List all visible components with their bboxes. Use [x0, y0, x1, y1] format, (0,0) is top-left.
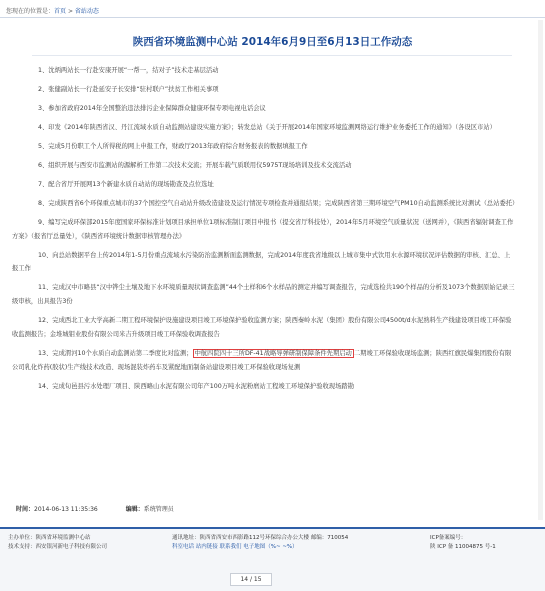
footer-host: 主办单位：陕西省环境监测中心站 — [8, 535, 91, 541]
breadcrumb-home-link[interactable]: 首页 — [54, 8, 67, 15]
footer-organizer — [8, 534, 107, 552]
footer-tech-support: 技术支持：西安银河新电子科技有限公司 — [8, 544, 108, 550]
paragraph-5: 5、完成5月份职工个人所得税的网上申报工作，财政厅2013年政府综合财务报表的数据填报工作 — [38, 142, 308, 150]
breadcrumb — [6, 6, 99, 15]
breadcrumb-current-link[interactable]: 省站动态 — [74, 8, 99, 15]
paragraph-13-after: 二期竣工环保验收现场监测；陕西红旗民爆集团股份有限公司乳化炸药(胶状)生产线技术改造、现场混装炸药车及紧配地面制备站建设项目竣工环保验收现场复测 — [12, 350, 512, 371]
icp-label: ICP备案编号： — [430, 535, 467, 541]
paragraph-4: 4、印发《2014年陕西省汉、丹江流域水质自动监测站建设实施方案》；转发总站《关于开展2014年国家环境监测网络运行维护业务委托工作的通知》（各设区市站） — [38, 123, 496, 131]
paragraph-7: 7、配合省厅开展网13个新建水质自动站的现场勘查及点位选址 — [38, 180, 214, 188]
breadcrumb-prefix: 您现在的位置是： — [6, 8, 55, 15]
paragraph-10: 10、向总站数据平台上传2014年1-5月份重点流域水污染防治监测断面监测数据，完成2014年度我省地级以上城市集中式饮用水水源环境状况评估数据的审核、汇总、上报工作 — [12, 251, 511, 273]
paragraph-1: 1、沈炳两站长一行赴安康开展“一帮一，结对子”技术走基层活动 — [38, 67, 219, 74]
paragraph-13 — [12, 347, 516, 375]
article-body — [12, 64, 519, 399]
page-title: 陕西省环境监测中心站 2014年6月9日至6月13日工作动态 — [132, 36, 413, 48]
editor-name: 系统管理员 — [143, 506, 174, 513]
scrollbar[interactable] — [538, 20, 543, 520]
site-footer — [0, 527, 545, 591]
footer-links[interactable]: 科室电话 站内链接 联系我们 电子地图（%~ ~%） — [172, 544, 298, 550]
paragraph-9: 9、编写完成环保部2015年度国家环保标准计划项目承担单位1项标准制订项目申报书（提交省厅科技处），2014年5月环境空气质量状况（送网并），《陕西省辐射调查工作方案》（报省厅总量处），《陕西省环境统计数据审核管理办法》 — [12, 218, 514, 240]
paragraph-8: 8、完成陕西省6个环保重点城市的37个国控空气自动站升级改造建设及运行情况专项检查并通报结果；完成陕西省第三期环境空气PM10自动监测系统比对测试（总站委托） — [38, 199, 519, 207]
paragraph-12: 12、完成西北工业大学高新二期工程环境保护设施建设项目竣工环境保护验收监测方案；陕西秦岭水泥（集团）股份有限公司4500t/d水泥熟料生产线建设项目竣工环保验收监测报告；金堆城钼业股份有限公司米吉升级项目竣工环保验收调查报告 — [12, 317, 512, 339]
article-meta — [16, 504, 174, 513]
footer-icp — [430, 534, 496, 552]
footer-contact — [172, 534, 348, 552]
publish-time: 2014-06-13 11:35:36 — [34, 506, 98, 513]
paragraph-3: 3、参加省政府2014年全国整治违法排污企业保障群众健康环保专项电视电话会议 — [38, 104, 266, 112]
highlighted-text: 中航四院四十三所DF-41战略导弹研制保障条件先期启动 — [194, 350, 352, 357]
breadcrumb-separator: > — [66, 8, 75, 15]
paragraph-2: 2、张健副站长一行赴延安子长安排“驻村联户”扶贫工作相关事项 — [38, 85, 219, 93]
footer-address: 通讯地址：陕西省西安市西影路112号环保综合办公大楼 邮编：710054 — [172, 535, 349, 541]
top-divider — [0, 17, 545, 18]
paragraph-11: 11、完成汉中市略县“汉中铧尘土壤及地下水环境质量现状调查监测”44个土样和6个水样品的测定并编写调查报告，完成选检共190个样品的分析及1073个数据原始记录三级审核，出具报告3份 — [12, 284, 515, 306]
paragraph-6: 6、组织开展与西安市监测站的源解析工作第二次技术交流；开展车载气质联用仪5975T现场培训及技术交流活动 — [38, 161, 352, 169]
title-divider — [32, 55, 512, 56]
icp-number: 陕 ICP 备 11004875 号-1 — [430, 544, 496, 550]
time-label: 时间： — [16, 506, 35, 513]
editor-label: 编辑： — [125, 506, 144, 513]
paragraph-14: 14、完成旬邑县污水处理厂项目、陕西略山水泥有限公司年产100万吨水泥粉磨站工程竣工环境保护验收现场踏勘 — [38, 382, 354, 390]
page-indicator: 14 / 15 — [230, 573, 272, 586]
paragraph-13-before: 13、完成渭河10个水质自动监测站第二季度比对监测； — [38, 350, 193, 357]
